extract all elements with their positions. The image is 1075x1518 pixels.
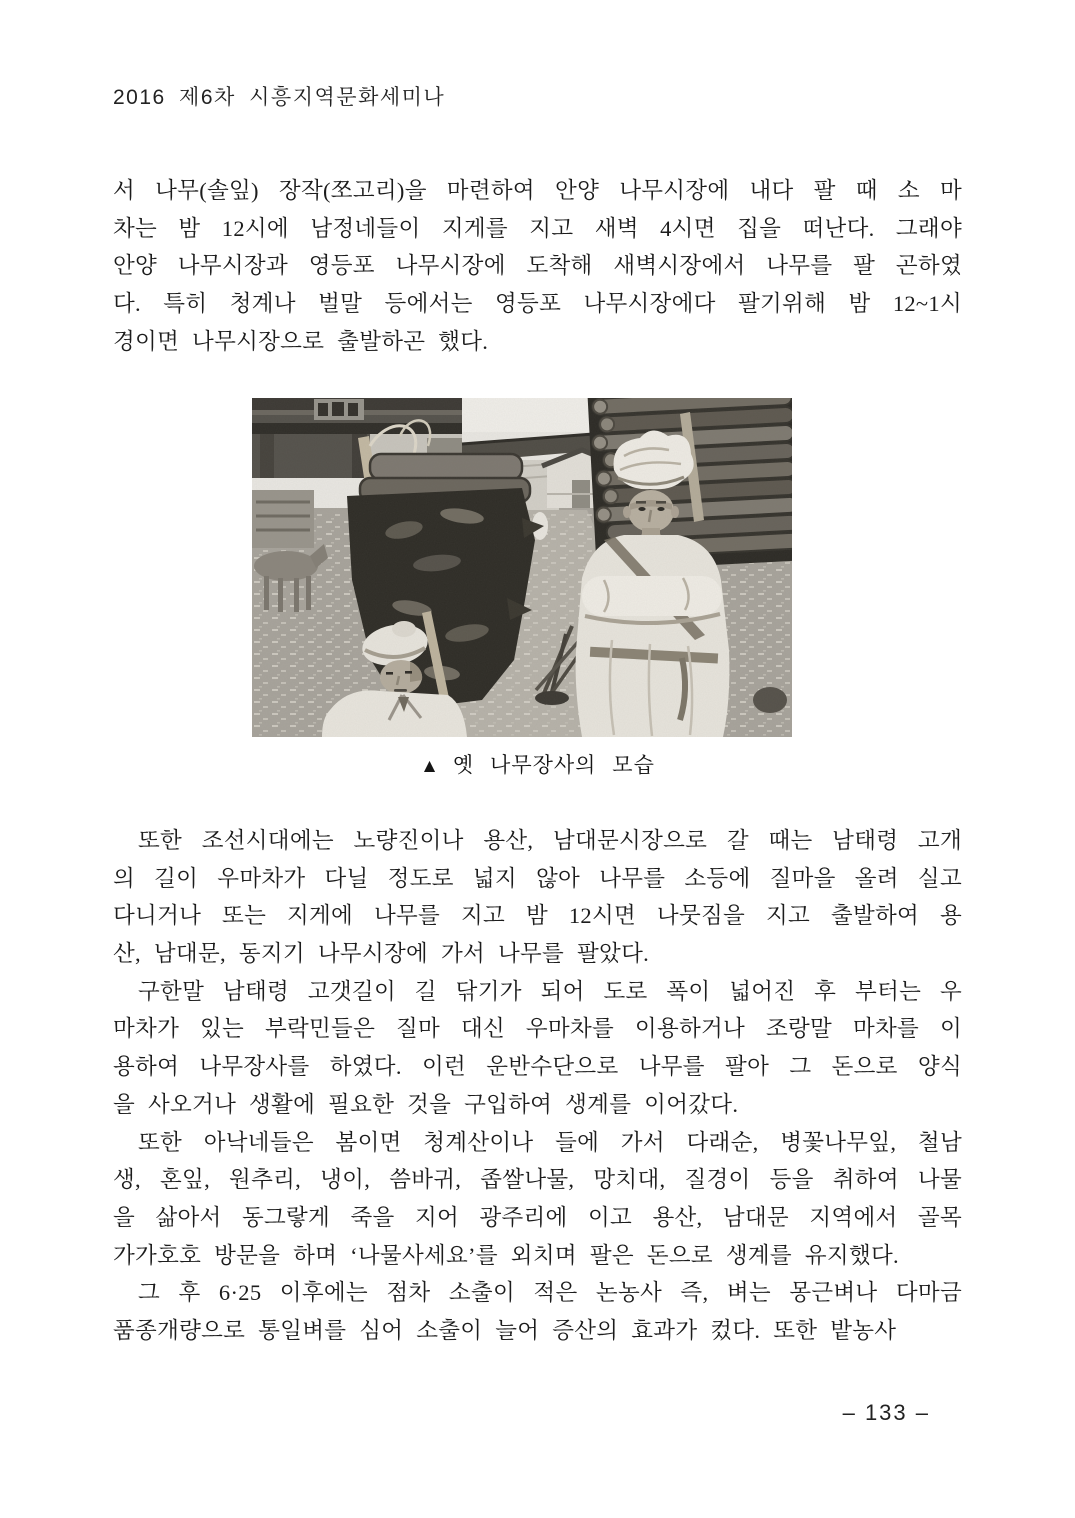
wood-sellers-photo-art	[252, 398, 792, 737]
body-block-top	[113, 172, 962, 360]
text-line: 다. 특히 청계나 벌말 등에서는 영등포 나무시장에다 팔기위해 밤 12~1시	[113, 291, 962, 317]
text-line: 경이면 나무시장으로 출발하곤 했다.	[113, 328, 489, 354]
text-line: 서 나무(솔잎) 장작(쪼고리)을 마련하여 안양 나무시장에 내다 팔 때 소 마	[113, 178, 962, 203]
text-line: 품종개량으로 통일벼를 심어 소출이 늘어 증산의 효과가 컸다. 또한 밭농사	[113, 1317, 897, 1343]
page-number: – 133 –	[842, 1400, 930, 1425]
text-line: 마차가 있는 부락민들은 질마 대신 우마차를 이용하거나 조랑말 마차를 이	[113, 1016, 962, 1042]
body-block-bottom	[113, 822, 962, 1350]
text-line: 그 후 6·25 이후에는 점차 소출이 적은 논농사 즉, 벼는 몽근벼나 다마금	[138, 1280, 962, 1306]
text-line: 안양 나무시장과 영등포 나무시장에 도착해 새벽시장에서 나무를 팔 곤하였	[113, 253, 962, 279]
figure-caption	[0, 752, 1075, 781]
wood-sellers-photo	[252, 398, 792, 737]
text-line: 다니거나 또는 지게에 나무를 지고 밤 12시면 나뭇짐을 지고 출발하여 용	[113, 903, 962, 929]
running-header: 2016 제6차 시흥지역문화세미나	[113, 86, 446, 109]
text-line: 또한 아낙네들은 봄이면 청계산이나 들에 가서 다래순, 병꽃나무잎, 철남	[138, 1129, 962, 1155]
figure-caption-text: 옛 나무장사의 모습	[452, 754, 655, 777]
text-line: 산, 남대문, 동지기 나무시장에 가서 나무를 팔았다.	[113, 941, 650, 967]
text-line: 구한말 남태령 고갯길이 길 닦기가 되어 도로 폭이 넓어진 후 부터는 우	[138, 978, 962, 1004]
text-line: 생, 혼잎, 원추리, 냉이, 씀바귀, 좁쌀나물, 망치대, 질경이 등을 취하여 나물	[113, 1167, 962, 1193]
text-line: 가가호호 방문을 하며 ‘나물사세요’를 외치며 팔은 돈으로 생계를 유지했다.	[113, 1242, 899, 1268]
caption-triangle-icon: ▲	[420, 756, 439, 777]
text-line: 의 길이 우마차가 다닐 정도로 넓지 않아 나무를 소등에 질마을 올려 실고	[113, 865, 962, 891]
text-line: 또한 조선시대에는 노량진이나 용산, 남대문시장으로 갈 때는 남태령 고개	[138, 828, 962, 853]
text-line: 을 삶아서 동그랗게 죽을 지어 광주리에 이고 용산, 남대문 지역에서 골목	[113, 1204, 962, 1230]
text-line: 차는 밤 12시에 남정네들이 지게를 지고 새벽 4시면 집을 떠난다. 그래야	[113, 215, 962, 241]
text-line: 을 사오거나 생활에 필요한 것을 구입하여 생계를 이어갔다.	[113, 1091, 739, 1117]
text-line: 용하여 나무장사를 하였다. 이런 운반수단으로 나무를 팔아 그 돈으로 양식	[113, 1054, 962, 1080]
